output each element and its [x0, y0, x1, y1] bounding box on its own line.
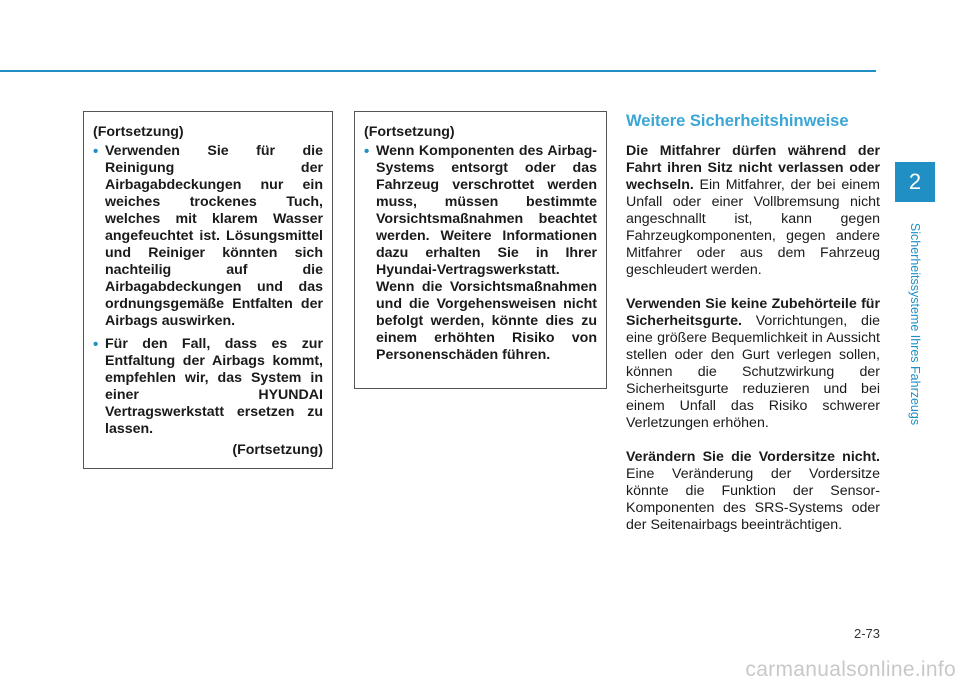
paragraph-body: Vorrichtungen, die eine größere Bequemlichkeit in Aussicht stellen oder den Gurt verlegen sollen, können die Schutzwirkung der Sicherheitsgurte reduzieren und bei einem Unfall das Risiko schwerer Verletzungen erhöhen. [626, 313, 880, 431]
paragraph-lead: Die Mitfahrer dürfen während der Fahrt ihren Sitz nicht verlassen oder wechseln. [626, 143, 880, 193]
continued-label-top: (Fortsetzung) [364, 124, 455, 140]
paragraph [626, 449, 880, 534]
bullet-icon: • [93, 336, 99, 353]
continued-label-bottom: (Fortsetzung) [232, 442, 323, 458]
bullet-icon: • [93, 143, 99, 160]
paragraph-body: Eine Veränderung der Vordersitze könnte die Funktion der Sensor-Komponenten des SRS-Systems oder der Seitenairbags beeinträchtigen. [626, 466, 880, 533]
paragraph [626, 143, 880, 279]
bullet-icon: • [364, 143, 370, 160]
continued-label-top: (Fortsetzung) [93, 124, 184, 140]
chapter-number-tab: 2 [895, 162, 935, 202]
warning-list [93, 143, 323, 438]
warning-box-left [83, 111, 333, 469]
chapter-title: Sicherheitssysteme Ihres Fahrzeugs [908, 222, 923, 426]
watermark: carmanualsonline.info [745, 658, 956, 681]
chapter-side-title [883, 212, 947, 436]
list-item-text: Wenn Komponenten des Airbag-Systems entsorgt oder das Fahrzeug verschrottet werden muss, müssen bestimmte Vorsichtsmaßnahmen beachtet werden. Weitere Informationen dazu erhalten Sie in Ihrer Hyundai-Vertragswerkstatt. Wenn die Vorsichtsmaßnahmen und die Vorgehensweisen nicht befolgt werden, könnte dies zu einem erhöhten Risiko von Personenschäden führen. [376, 143, 597, 363]
list-item [93, 336, 323, 438]
list-item [364, 143, 597, 364]
list-item-text: Für den Fall, dass es zur Entfaltung der Airbags kommt, empfehlen wir, das System in einer HYUNDAI Vertragswerkstatt ersetzen zu lassen. [105, 336, 323, 437]
list-item-text: Verwenden Sie für die Reinigung der Airbagabdeckungen nur ein weiches trockenes Tuch, welches mit klarem Wasser angefeuchtet ist. Lösungsmittel und Reiniger könnten sich nachteilig auf die Airbagabdeckungen und das ordnungsgemäße Entfalten der Airbags auswirken. [105, 143, 323, 329]
warning-list [364, 143, 597, 364]
paragraph [626, 296, 880, 432]
list-item [93, 143, 323, 330]
section-heading: Weitere Sicherheitshinweise [626, 112, 849, 130]
page-number: 2-73 [853, 626, 880, 641]
paragraph-lead: Verändern Sie die Vordersitze nicht. [626, 449, 880, 465]
safety-notes-column [626, 111, 880, 551]
top-rule [0, 70, 876, 72]
paragraph-lead: Verwenden Sie keine Zubehörteile für Sicherheitsgurte. [626, 296, 880, 329]
paragraph-body: Ein Mitfahrer, der bei einem Unfall oder einer Vollbremsung nicht angeschnallt ist, kann gegen Fahrzeugkomponenten, gegen andere Mitfahrer oder aus dem Fahrzeug geschleudert werden. [626, 177, 880, 278]
warning-box-middle [354, 111, 607, 389]
